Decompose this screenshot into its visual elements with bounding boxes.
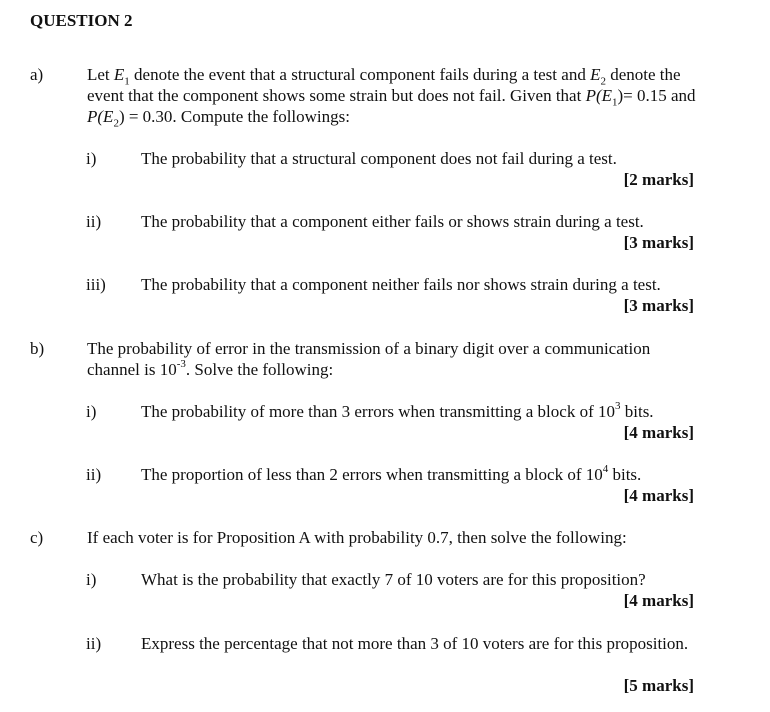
part-b-ii-marks: [4 marks] (623, 486, 694, 505)
part-c-ii-marks: [5 marks] (623, 676, 694, 695)
part-a-intro: Let $E_1$ denote the event that a structural component fails during a test and $E_2$ denote the event that the component shows some strain but does not fail. Given that $P(E_1)= 0.15$ and $P(E_2) = 0.30$. Compute the followings: (87, 65, 696, 130)
part-b-intro: The probability of error in the transmission of a binary digit over a communication channel is $10^{-3}$. Solve the following: (87, 339, 651, 379)
part-c-i-marks: [4 marks] (623, 591, 694, 610)
part-b-i-label: i) (86, 402, 97, 421)
question-title: QUESTION 2 (30, 11, 133, 30)
part-a-i-text: The probability that a structural component does not fail during a test. (141, 149, 617, 168)
part-a-ii-marks: [3 marks] (623, 233, 694, 252)
part-c-ii-label: ii) (86, 634, 102, 653)
part-a-iii-label: iii) (86, 275, 106, 294)
part-b-ii-label: ii) (86, 465, 102, 484)
part-a-i-label: i) (86, 149, 97, 168)
part-a-ii-label: ii) (86, 212, 102, 231)
part-b-ii-text: The proportion of less than 2 errors when transmitting a block of $10^4$ bits. (141, 463, 642, 484)
part-c-intro: If each voter is for Proposition A with probability 0.7, then solve the following: (87, 528, 627, 547)
part-c-label: c) (30, 528, 44, 547)
part-a-label: a) (30, 65, 44, 84)
part-a-iii-text: The probability that a component neither fails nor shows strain during a test. (141, 275, 661, 294)
part-c-i-text: What is the probability that exactly 7 of 10 voters are for this proposition? (141, 570, 646, 589)
part-b-i-text: The probability of more than 3 errors when transmitting a block of $10^3$ bits. (141, 400, 654, 421)
part-b-label: b) (30, 339, 45, 358)
part-c-i-label: i) (86, 570, 97, 589)
part-c-ii-text: Express the percentage that not more than 3 of 10 voters are for this proposition. (141, 634, 689, 653)
part-a-i-marks: [2 marks] (623, 170, 694, 189)
part-a-iii-marks: [3 marks] (623, 296, 694, 315)
part-a-ii-text: The probability that a component either fails or shows strain during a test. (141, 212, 644, 231)
part-b-i-marks: [4 marks] (623, 423, 694, 442)
